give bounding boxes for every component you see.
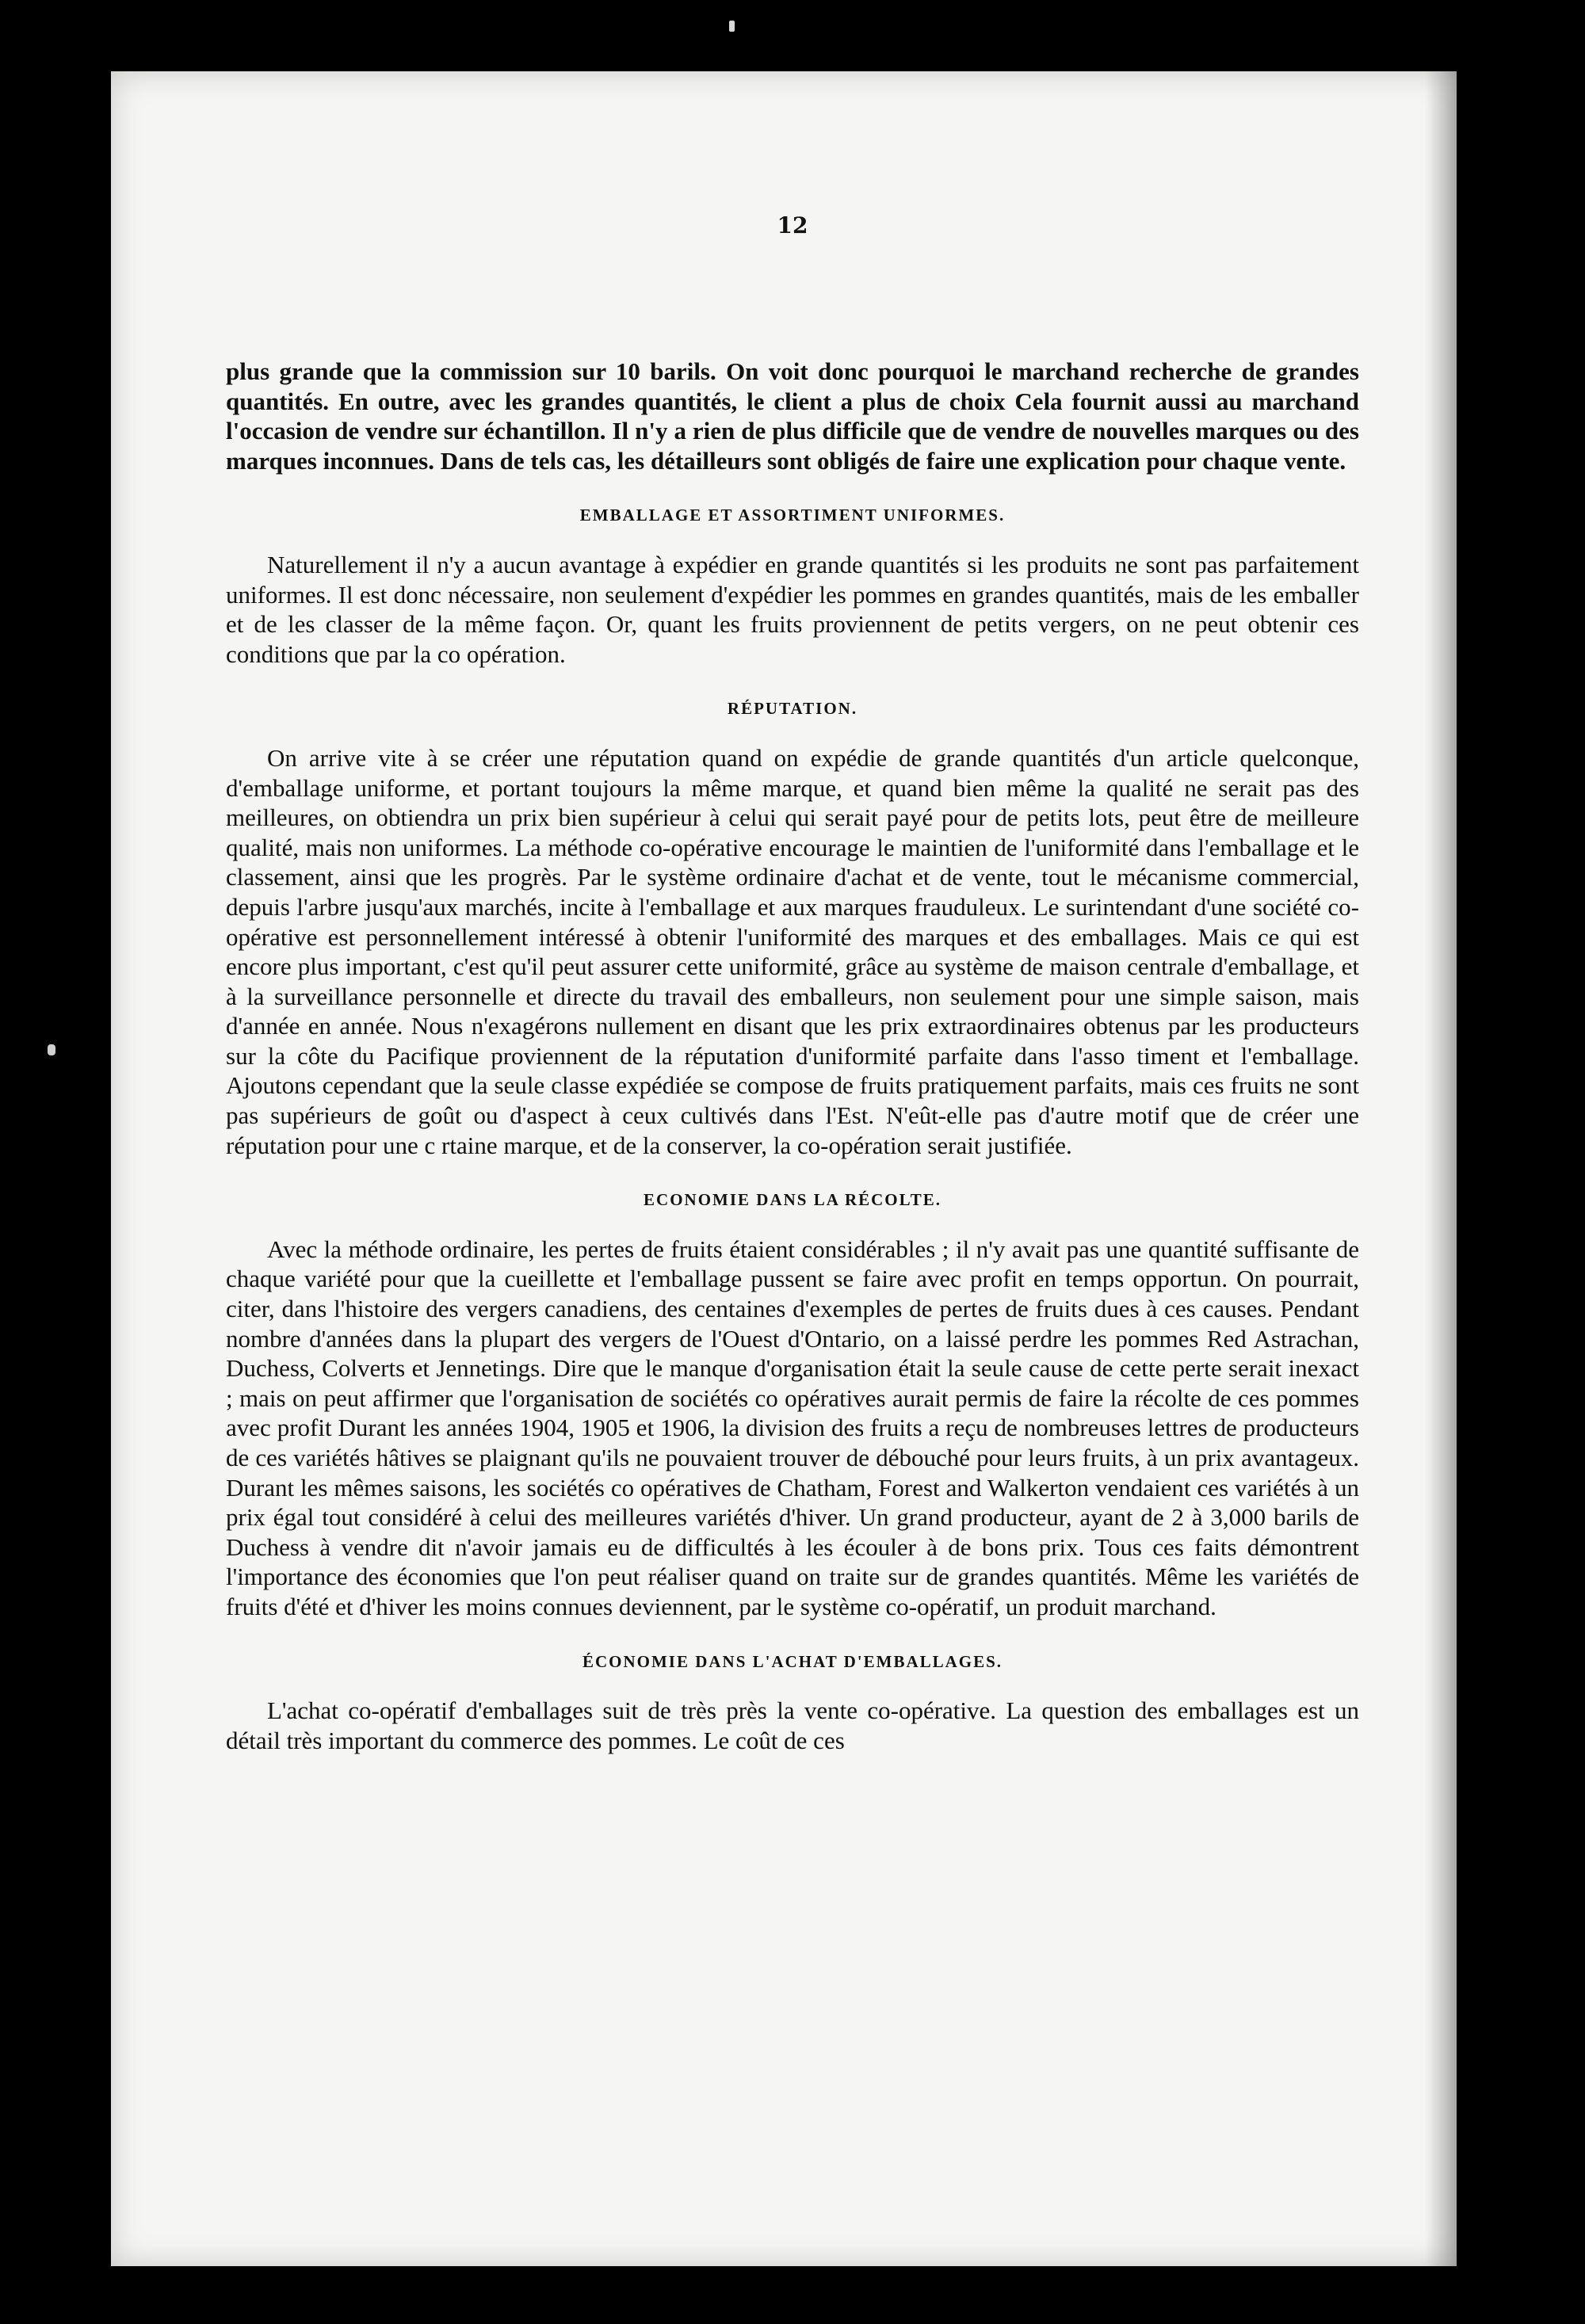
body-text <box>226 357 1359 1755</box>
heading-emballage: EMBALLAGE ET ASSORTIMENT UNIFORMES. <box>579 506 1006 525</box>
heading-economie-recolte: ECONOMIE DANS LA RÉCOLTE. <box>644 1190 941 1210</box>
paragraph-economie-achat: L'achat co-opératif d'emballages suit de très près la vente co-opérative. La question des emballages est un détail très important du commerce des pommes. Le coût de ces <box>226 1696 1359 1754</box>
paragraph-intro: plus grande que la commission sur 10 barils. On voit donc pourquoi le marchand recherche de grandes quantités. En outre, avec les grandes quantités, le client a plus de choix Cela fournit aussi au marchand l'occasion de vendre sur échantillon. Il n'y a rien de plus difficile que de vendre de nouvelles marques ou des marques inconnues. Dans de tels cas, les détailleurs sont obligés de faire une explication pour chaque vente. <box>226 357 1359 475</box>
document-page <box>111 71 1457 2266</box>
page-number: 12 <box>777 212 808 239</box>
heading-economie-achat: ÉCONOMIE DANS L'ACHAT D'EMBALLAGES. <box>582 1651 1003 1671</box>
paragraph-economie-recolte: Avec la méthode ordinaire, les pertes de fruits étaient considérables ; il n'y avait pas une quantité suffisante de chaque variété pour que la cueillette et l'emballage pussent se faire avec profit en temps opportun. On pourrait, citer, dans l'histoire des vergers canadiens, des centaines d'exemples de pertes de fruits dues à ces causes. Pendant nombre d'années dans la plupart des vergers de l'Ouest d'Ontario, on a laissé perdre les pommes Red Astrachan, Duchess, Colverts et Jennetings. Dire que le manque d'organisation était la seule cause de cette perte serait inexact ; mais on peut affirmer que l'organisation de sociétés co opératives aurait permis de faire la récolte de ces pommes avec profit Durant les années 1904, 1905 et 1906, la division des fruits a reçu de nombreuses lettres de producteurs de ces variétés hâtives se plaignant qu'ils ne pouvaient trouver de débouché pour leurs fruits, à un prix avantageux. Durant les mêmes saisons, les sociétés co opératives de Chatham, Forest and Walkerton vendaient ces variétés à un prix égal tout considéré à celui des meilleures variétés d'hiver. Un grand producteur, ayant de 2 à 3,000 barils de Duchess à vendre dit n'avoir jamais eu de difficultés à les écouler à de bons prix. Tous ces faits démontrent l'importance des économies que l'on peut réaliser quand on traite sur de grandes quantités. Même les variétés de fruits d'été et d'hiver les moins connues deviennent, par le système co-opératif, un produit marchand. <box>226 1235 1359 1620</box>
scan-speck <box>729 21 735 32</box>
paragraph-reputation: On arrive vite à se créer une réputation quand on expédie de grande quantités d'un article quelconque, d'emballage uniforme, et portant toujours la même marque, et quand bien même la qualité ne serait pas des meilleures, on obtiendra un prix bien supérieur à celui qui serait payé pour de petits lots, peut être de meilleure qualité, mais non uniformes. La méthode co-opérative encourage le maintien de l'uniformité dans l'emballage et le classement, ainsi que les progrès. Par le système ordinaire d'achat et de vente, tout le mécanisme commercial, depuis l'arbre jusqu'aux marchés, incite à l'emballage et aux marques frauduleux. Le surintendant d'une société co-opérative est personnellement intéressé à obtenir l'uniformité des marques et des emballages. Mais ce qui est encore plus important, c'est qu'il peut assurer cette uniformité, grâce au système de maison centrale d'emballage, et à la surveillance personnelle et directe du travail des emballeurs, non seulement pour une simple saison, mais d'année en année. Nous n'exagérons nullement en disant que les prix extraordinaires obtenus par les producteurs sur la côte du Pacifique proviennent de la réputation d'uniformité parfaite dans l'asso timent et l'emballage. Ajoutons cependant que la seule classe expédiée se compose de fruits pratiquement parfaits, mais ces fruits ne sont pas supérieurs de goût ou d'aspect à ceux cultivés dans l'Est. N'eût-elle pas d'autre motif que de créer une réputation pour une c rtaine marque, et de la conserver, la co-opération serait justifiée. <box>226 743 1359 1159</box>
paragraph-emballage: Naturellement il n'y a aucun avantage à expédier en grande quantités si les produits ne sont pas parfaitement uniformes. Il est donc nécessaire, non seulement d'expédier les pommes en grandes quantités, mais de les emballer et de les classer de la même façon. Or, quant les fruits proviennent de petits vergers, on ne peut obtenir ces conditions que par la co opération. <box>226 550 1359 668</box>
page-shadow <box>1425 71 1457 2266</box>
scan-mark <box>48 1044 55 1055</box>
heading-reputation: RÉPUTATION. <box>727 699 858 719</box>
